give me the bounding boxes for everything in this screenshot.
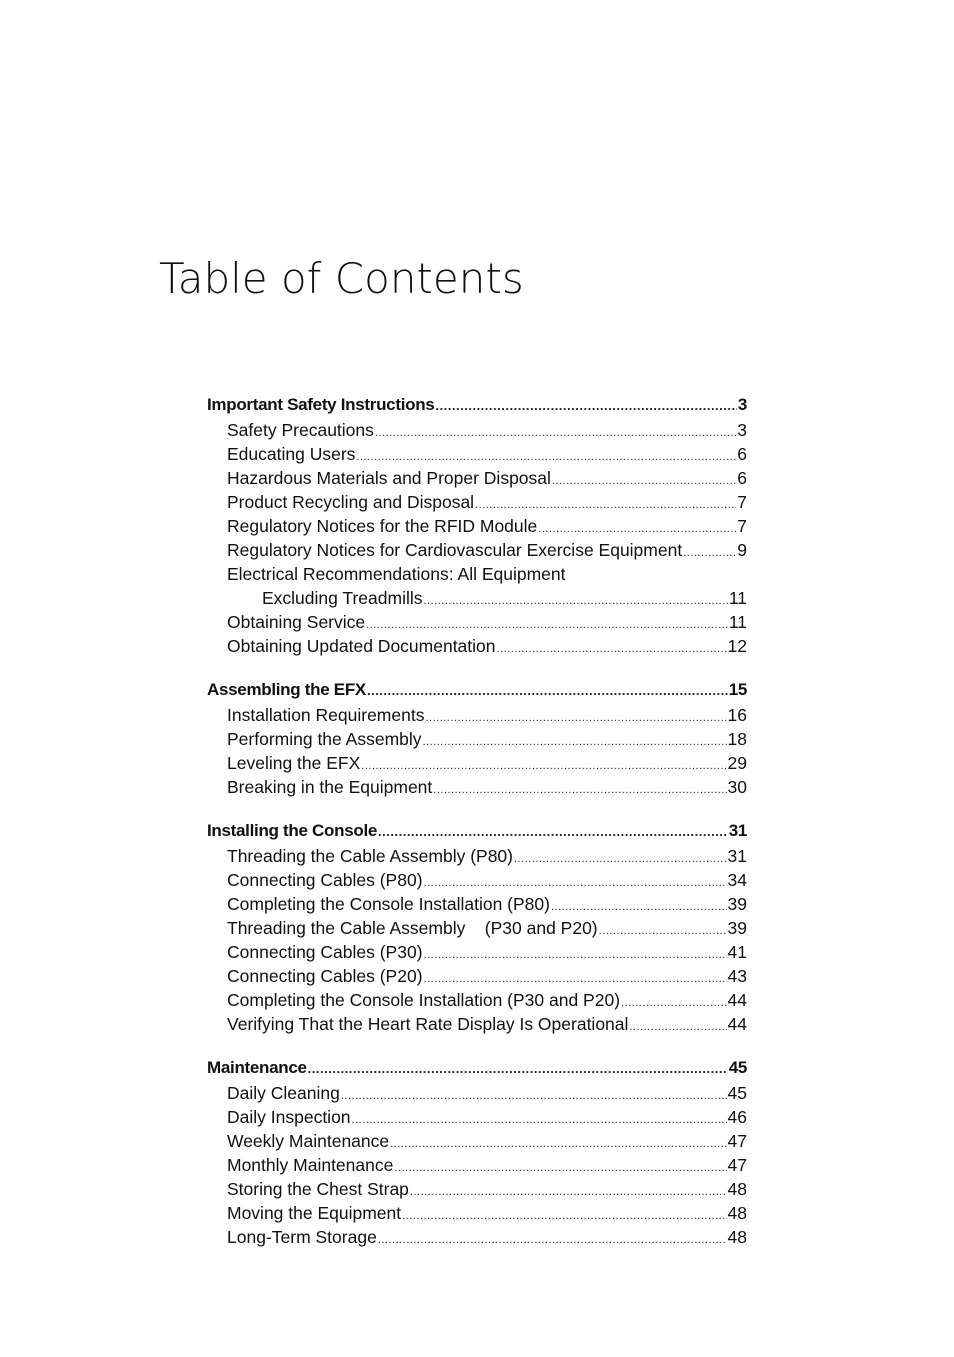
toc-entry[interactable]	[207, 751, 747, 775]
dot-leader	[341, 1084, 727, 1108]
page-title: Table of Contents	[159, 254, 524, 303]
toc-page-number: 7	[737, 516, 747, 536]
toc-page-number: 31	[728, 821, 747, 840]
toc-entry[interactable]	[207, 442, 747, 466]
dot-leader	[599, 919, 727, 943]
dot-leader	[621, 991, 727, 1015]
toc-page-number: 30	[727, 777, 747, 797]
dot-leader	[433, 778, 726, 802]
toc-page-number: 45	[727, 1083, 747, 1103]
dot-leader	[425, 706, 726, 730]
toc-page-number: 44	[727, 990, 747, 1010]
toc-entry-label: Connecting Cables (P30)	[227, 942, 423, 962]
toc-entry[interactable]	[207, 514, 747, 538]
toc-section-heading[interactable]	[207, 677, 747, 703]
dot-leader	[683, 541, 736, 565]
toc-section-title: Assembling the EFX	[207, 680, 366, 699]
dot-leader	[423, 589, 727, 613]
toc-section-heading[interactable]	[207, 818, 747, 844]
toc-entry-label: Long-Term Storage	[227, 1227, 377, 1247]
toc-page-number: 41	[727, 942, 747, 962]
dot-leader	[423, 730, 727, 754]
toc-entry-label: Threading the Cable Assembly (P80)	[227, 846, 513, 866]
toc-entry-label: Completing the Console Installation (P80)	[227, 894, 550, 914]
toc-section	[207, 818, 747, 1036]
toc-entry-label: Safety Precautions	[227, 420, 374, 440]
dot-leader	[552, 469, 736, 493]
toc-entry[interactable]	[207, 562, 747, 586]
toc-entry-label: Performing the Assembly	[227, 729, 422, 749]
toc-entry[interactable]	[207, 1201, 747, 1225]
toc-section-heading[interactable]	[207, 1055, 747, 1081]
dot-leader	[308, 1056, 728, 1082]
dot-leader	[352, 1108, 727, 1132]
toc-entry[interactable]	[207, 916, 747, 940]
toc-section-title: Installing the Console	[207, 821, 378, 840]
toc-entry-label: Excluding Treadmills	[262, 588, 423, 608]
toc-section-title: Maintenance	[207, 1058, 307, 1077]
dot-leader	[424, 943, 727, 967]
toc-page-number: 3	[737, 395, 747, 414]
toc-entry[interactable]	[207, 988, 747, 1012]
dot-leader	[629, 1015, 726, 1039]
toc-page-number: 48	[727, 1227, 747, 1247]
toc-entry-label: Regulatory Notices for Cardiovascular Exercise Equipment	[227, 540, 683, 560]
toc-entry[interactable]	[207, 1105, 747, 1129]
toc-section	[207, 1055, 747, 1249]
toc-page-number: 15	[728, 680, 747, 699]
toc-entry-label: Weekly Maintenance	[227, 1131, 390, 1151]
toc-entry-label: Installation Requirements	[227, 705, 425, 725]
toc-entry[interactable]	[207, 1153, 747, 1177]
toc-entry-label: Daily Inspection	[227, 1107, 351, 1127]
toc-page-number: 48	[727, 1203, 747, 1223]
toc-page-number: 46	[727, 1107, 747, 1127]
toc-entry[interactable]	[207, 538, 747, 562]
toc-section-heading[interactable]	[207, 392, 747, 418]
toc-entry-continuation[interactable]	[207, 586, 747, 610]
toc-page-number: 44	[727, 1014, 747, 1034]
toc-page-number: 47	[727, 1131, 747, 1151]
toc-page-number: 45	[728, 1058, 747, 1077]
toc-section	[207, 392, 747, 658]
toc-page-number: 6	[737, 468, 747, 488]
toc-page-number: 43	[727, 966, 747, 986]
dot-leader	[390, 1132, 726, 1156]
dot-leader	[514, 847, 727, 871]
toc-entry-label: Electrical Recommendations: All Equipment	[227, 564, 566, 584]
toc-entry[interactable]	[207, 610, 747, 634]
dot-leader	[378, 819, 728, 845]
toc-entry-label: Monthly Maintenance	[227, 1155, 394, 1175]
toc-entry-label: Obtaining Updated Documentation	[227, 636, 496, 656]
dot-leader	[402, 1204, 726, 1228]
toc-entry[interactable]	[207, 892, 747, 916]
toc-page-number: 34	[727, 870, 747, 890]
toc-page-number: 9	[737, 540, 747, 560]
toc-entry-label: Obtaining Service	[227, 612, 366, 632]
toc-entry-label: Storing the Chest Strap	[227, 1179, 409, 1199]
toc-entry[interactable]	[207, 466, 747, 490]
toc-entry[interactable]	[207, 1012, 747, 1036]
toc-entry-label: Product Recycling and Disposal	[227, 492, 475, 512]
toc-entry[interactable]	[207, 1225, 747, 1249]
toc-entry-label: Moving the Equipment	[227, 1203, 402, 1223]
toc-page-number: 39	[727, 918, 747, 938]
toc-entry-label: Regulatory Notices for the RFID Module	[227, 516, 538, 536]
toc-page-number: 6	[737, 444, 747, 464]
toc-page-number: 11	[728, 588, 747, 608]
dot-leader	[410, 1180, 727, 1204]
toc-page-number: 39	[727, 894, 747, 914]
toc-entry[interactable]	[207, 1129, 747, 1153]
toc-entry[interactable]	[207, 964, 747, 988]
toc-page-number: 18	[727, 729, 747, 749]
toc-entry[interactable]	[207, 1081, 747, 1105]
toc-section	[207, 677, 747, 799]
toc-section-title: Important Safety Instructions	[207, 395, 435, 414]
toc-page-number: 29	[727, 753, 747, 773]
toc-entry-label: Breaking in the Equipment	[227, 777, 433, 797]
toc-page-number: 16	[727, 705, 747, 725]
toc-page-number: 3	[737, 420, 747, 440]
table-of-contents	[207, 392, 747, 1268]
dot-leader	[367, 678, 728, 704]
toc-entry-label: Connecting Cables (P80)	[227, 870, 423, 890]
toc-entry[interactable]	[207, 490, 747, 514]
dot-leader	[394, 1156, 726, 1180]
toc-page-number: 7	[737, 492, 747, 512]
toc-entry-label: Threading the Cable Assembly (P30 and P20)	[227, 918, 598, 938]
toc-entry[interactable]	[207, 868, 747, 892]
toc-page-number: 11	[728, 612, 747, 632]
toc-entry-label: Hazardous Materials and Proper Disposal	[227, 468, 551, 488]
toc-entry[interactable]	[207, 844, 747, 868]
toc-entry-label: Verifying That the Heart Rate Display Is Operational	[227, 1014, 629, 1034]
toc-entry-label: Completing the Console Installation (P30 and P20)	[227, 990, 621, 1010]
toc-entry[interactable]	[207, 1177, 747, 1201]
toc-entry[interactable]	[207, 418, 747, 442]
toc-entry[interactable]	[207, 703, 747, 727]
dot-leader	[378, 1228, 727, 1252]
toc-entry[interactable]	[207, 727, 747, 751]
dot-leader	[497, 637, 727, 661]
toc-page-number: 31	[727, 846, 747, 866]
toc-entry[interactable]	[207, 634, 747, 658]
toc-entry-label: Educating Users	[227, 444, 356, 464]
toc-entry[interactable]	[207, 775, 747, 799]
toc-entry-label: Connecting Cables (P20)	[227, 966, 423, 986]
dot-leader	[435, 393, 736, 419]
toc-entry-label: Leveling the EFX	[227, 753, 361, 773]
toc-entry[interactable]	[207, 940, 747, 964]
toc-entry-label: Daily Cleaning	[227, 1083, 340, 1103]
dot-leader	[375, 421, 736, 445]
toc-page-number: 12	[727, 636, 747, 656]
toc-page-number: 48	[727, 1179, 747, 1199]
toc-page-number: 47	[727, 1155, 747, 1175]
